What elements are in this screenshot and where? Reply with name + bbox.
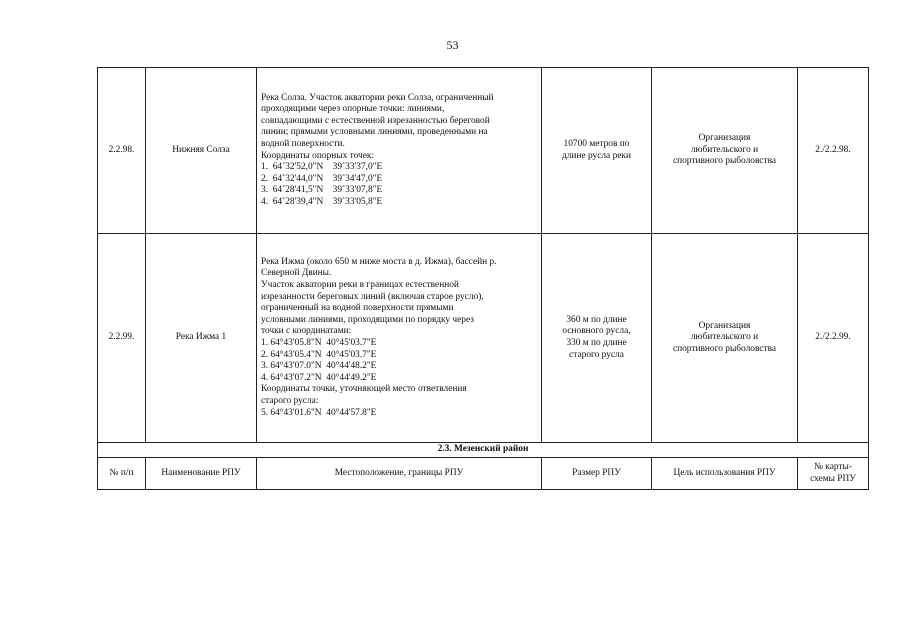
row-number: 2.2.99. bbox=[98, 234, 146, 443]
header-map-line: схемы РПУ bbox=[810, 473, 856, 484]
coordinate-line: 1. 64˚32'52,0"N 39˚33'37,0"E bbox=[261, 162, 383, 173]
section-row bbox=[98, 443, 869, 458]
coordinate-line: 1. 64°43'05.8"N 40°45'03.7"E bbox=[261, 338, 377, 348]
coordinate-line: 5. 64°43'01.6"N 40°44'57.8"E bbox=[261, 407, 377, 418]
location-line: проходящими через опорные точки: линиями, bbox=[261, 104, 445, 115]
purpose-line: любительского и bbox=[690, 332, 759, 343]
location-line: старого русла: bbox=[261, 395, 319, 406]
size-line: 360 м по длине bbox=[566, 314, 627, 325]
rpu-map-number: 2./2.2.99. bbox=[798, 234, 869, 443]
location-line: Координаты опорных точек: bbox=[261, 150, 375, 161]
location-line: Участок акватории реки в границах естественной bbox=[261, 280, 459, 291]
location-line: ограниченный на водной поверхности прямыми bbox=[261, 303, 454, 314]
rpu-map-number: 2./2.2.98. bbox=[798, 68, 869, 234]
location-line: линии; прямыми условными линиями, проведенными на bbox=[261, 127, 488, 138]
coordinate-line: 4. 64°43'07.2"N 40°44'49.2"E bbox=[261, 372, 377, 383]
location-line: Река Солза. Участок акватории реки Солза, ограниченный bbox=[261, 92, 494, 103]
location-line: Северной Двины. bbox=[261, 268, 332, 279]
rpu-purpose bbox=[652, 68, 798, 234]
location-line: условными линиями, проходящими по порядку через bbox=[261, 314, 474, 325]
purpose-line: Организация bbox=[698, 320, 751, 331]
size-line: старого русла bbox=[569, 349, 624, 360]
purpose-line: спортивного рыболовства bbox=[672, 343, 777, 354]
rpu-size bbox=[542, 234, 652, 443]
purpose-line: Организация bbox=[698, 133, 751, 144]
header-name: Наименование РПУ bbox=[146, 458, 257, 490]
size-line: 10700 метров по bbox=[563, 138, 630, 149]
rpu-location bbox=[257, 68, 542, 234]
header-map-line: № карты- bbox=[814, 461, 852, 472]
purpose-line: любительского и bbox=[690, 144, 759, 155]
coordinate-line: 2. 64°43'05.4"N 40°45'03.7"E bbox=[261, 349, 377, 360]
purpose-line: спортивного рыболовства bbox=[672, 156, 777, 167]
rpu-size bbox=[542, 68, 652, 234]
table-row bbox=[98, 68, 869, 234]
coordinate-line: 2. 64˚32'44,0"N 39˚34'47,0"E bbox=[261, 173, 383, 184]
location-line: совпадающими с естественной изрезанностью береговой bbox=[261, 115, 490, 126]
rpu-name: Река Ижма 1 bbox=[146, 234, 257, 443]
coordinate-line: 3. 64˚28'41,5"N 39˚33'07,8"E bbox=[261, 185, 383, 196]
section-title: 2.3. Мезенский район bbox=[98, 443, 869, 458]
rpu-location bbox=[257, 234, 542, 443]
header-row bbox=[98, 458, 869, 490]
header-purpose: Цель использования РПУ bbox=[652, 458, 798, 490]
header-num: № п/п bbox=[98, 458, 146, 490]
coordinate-line: 4. 64˚28'39,4"N 39˚33'05,8"E bbox=[261, 196, 383, 207]
page-number: 53 bbox=[446, 38, 459, 52]
rpu-name: Нижняя Солза bbox=[146, 68, 257, 234]
size-line: 330 м по длине bbox=[566, 338, 627, 348]
header-size: Размер РПУ bbox=[542, 458, 652, 490]
location-line: точки с координатами: bbox=[261, 326, 352, 337]
location-line: изрезанности береговых линий (включая старое русло), bbox=[261, 291, 484, 302]
location-line: водной поверхности. bbox=[261, 138, 345, 149]
header-map bbox=[798, 458, 869, 490]
rpu-purpose bbox=[652, 234, 798, 443]
rpu-table bbox=[97, 67, 869, 490]
table-row bbox=[98, 234, 869, 443]
location-line: Координаты точки, уточняющей место ответвления bbox=[261, 384, 467, 395]
coordinate-line: 3. 64°43'07.0"N 40°44'48.2"E bbox=[261, 361, 377, 372]
row-number: 2.2.98. bbox=[98, 68, 146, 234]
location-line: Река Ижма (около 650 м ниже моста в д. Ижма), бассейн р. bbox=[261, 256, 497, 267]
size-line: основного русла, bbox=[562, 326, 631, 337]
header-location: Местоположение, границы РПУ bbox=[257, 458, 542, 490]
size-line: длине русла реки bbox=[561, 150, 631, 161]
